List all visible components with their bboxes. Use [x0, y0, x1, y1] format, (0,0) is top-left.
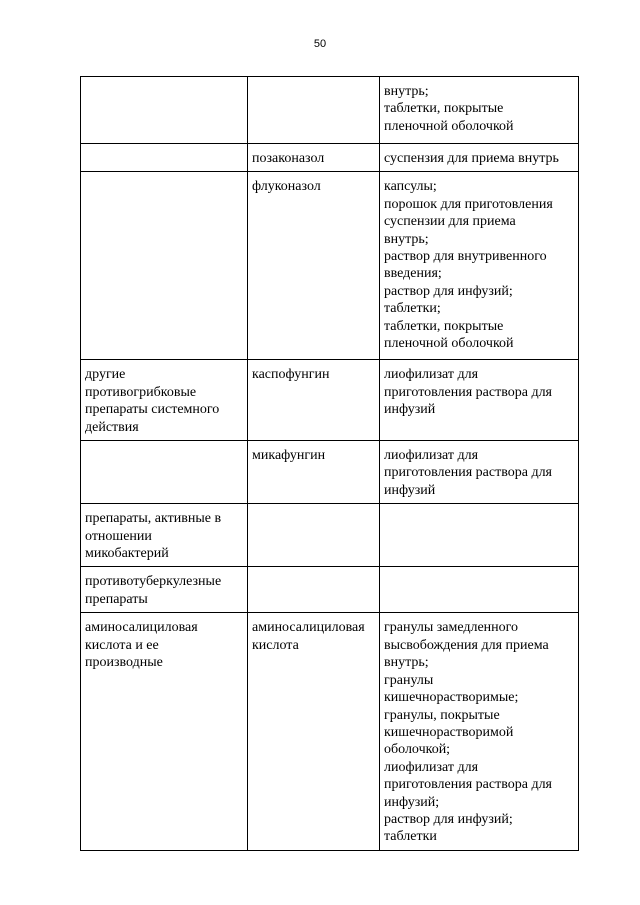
cell-text-line: приготовления раствора для — [384, 777, 552, 793]
group-cell — [81, 504, 248, 567]
cell-text-line: приготовления раствора для — [384, 465, 552, 481]
cell-text-line: суспензия для приема внутрь — [384, 151, 559, 166]
forms-cell — [380, 441, 579, 504]
drug-cell — [248, 172, 380, 360]
cell-text-line: микобактерий — [85, 546, 169, 562]
cell-text-line: микафунгин — [252, 448, 326, 464]
drug-table — [80, 76, 579, 851]
cell-text-line: флуконазол — [252, 179, 321, 195]
drug-cell — [248, 504, 380, 567]
drug-cell — [248, 567, 380, 613]
table-row — [81, 441, 579, 504]
cell-text-line: отношении — [85, 528, 152, 544]
cell-text-line: производные — [85, 655, 163, 671]
group-cell — [81, 567, 248, 613]
group-cell — [81, 613, 248, 850]
cell-text-line: приготовления раствора для — [384, 384, 552, 400]
drug-cell — [248, 360, 380, 441]
table-row — [81, 77, 579, 144]
forms-cell — [380, 77, 579, 144]
cell-text-line: инфузий — [384, 402, 436, 418]
cell-text-line: раствор для инфузий; — [384, 283, 513, 299]
forms-cell — [380, 144, 579, 172]
cell-text-line: лиофилизат для — [384, 367, 479, 383]
cell-text-line: каспофунгин — [252, 367, 330, 383]
table-row — [81, 567, 579, 613]
cell-text-line: порошок для приготовления — [384, 196, 553, 212]
table-row — [81, 360, 579, 441]
cell-text-line: пленочной оболочкой — [384, 118, 514, 134]
page-number: 50 — [313, 38, 327, 50]
table-row — [81, 613, 579, 850]
forms-cell — [380, 172, 579, 360]
forms-cell — [380, 504, 579, 567]
cell-text-line: лиофилизат для — [384, 448, 479, 464]
group-cell — [81, 172, 248, 360]
table-body — [81, 77, 579, 851]
cell-text-line: внутрь; — [384, 84, 429, 99]
cell-text-line: пленочной оболочкой — [384, 336, 514, 352]
cell-text-line: внутрь; — [384, 655, 429, 671]
drug-cell — [248, 77, 380, 144]
cell-text-line: аминосалициловая — [85, 620, 198, 636]
cell-text-line: инфузий; — [384, 794, 440, 810]
cell-text-line: таблетки — [384, 829, 437, 845]
table-row — [81, 172, 579, 360]
cell-text-line: оболочкой; — [384, 742, 451, 758]
cell-text-line: препараты — [85, 591, 148, 607]
cell-text-line: позаконазол — [252, 151, 325, 166]
table-row — [81, 504, 579, 567]
cell-text-line: гранулы замедленного — [384, 620, 519, 636]
cell-text-line: внутрь; — [384, 231, 429, 247]
cell-text-line: введения; — [384, 266, 442, 282]
cell-text-line: кишечнорастворимой — [384, 724, 514, 740]
group-cell — [81, 441, 248, 504]
cell-text-line: гранулы — [384, 672, 434, 688]
cell-text-line: аминосалициловая — [252, 620, 365, 636]
cell-text-line: лиофилизат для — [384, 759, 479, 775]
drug-cell — [248, 613, 380, 850]
cell-text-line: действия — [85, 419, 139, 435]
forms-cell — [380, 613, 579, 850]
cell-text-line: гранулы, покрытые — [384, 707, 500, 723]
cell-text-line: кислота и ее — [85, 637, 159, 653]
cell-text-line: капсулы; — [384, 179, 437, 195]
drug-cell — [248, 144, 380, 172]
group-cell — [81, 77, 248, 144]
cell-text-line: инфузий — [384, 482, 436, 498]
cell-text-line: таблетки, покрытые — [384, 318, 504, 334]
cell-text-line: высвобождения для приема — [384, 637, 549, 653]
forms-cell — [380, 567, 579, 613]
table-row — [81, 144, 579, 172]
group-cell — [81, 144, 248, 172]
cell-text-line: раствор для инфузий; — [384, 811, 513, 827]
cell-text-line: препараты системного — [85, 402, 220, 418]
cell-text-line: препараты, активные в — [85, 511, 222, 527]
cell-text-line: суспензии для приема — [384, 214, 516, 230]
cell-text-line: противогрибковые — [85, 384, 197, 400]
group-cell — [81, 360, 248, 441]
cell-text-line: кислота — [252, 637, 299, 653]
cell-text-line: кишечнорастворимые; — [384, 690, 519, 706]
cell-text-line: раствор для внутривенного — [384, 249, 547, 265]
drug-cell — [248, 441, 380, 504]
cell-text-line: противотуберкулезные — [85, 574, 222, 590]
cell-text-line: таблетки; — [384, 301, 441, 317]
cell-text-line: другие — [85, 367, 126, 383]
forms-cell — [380, 360, 579, 441]
cell-text-line: таблетки, покрытые — [384, 101, 504, 117]
